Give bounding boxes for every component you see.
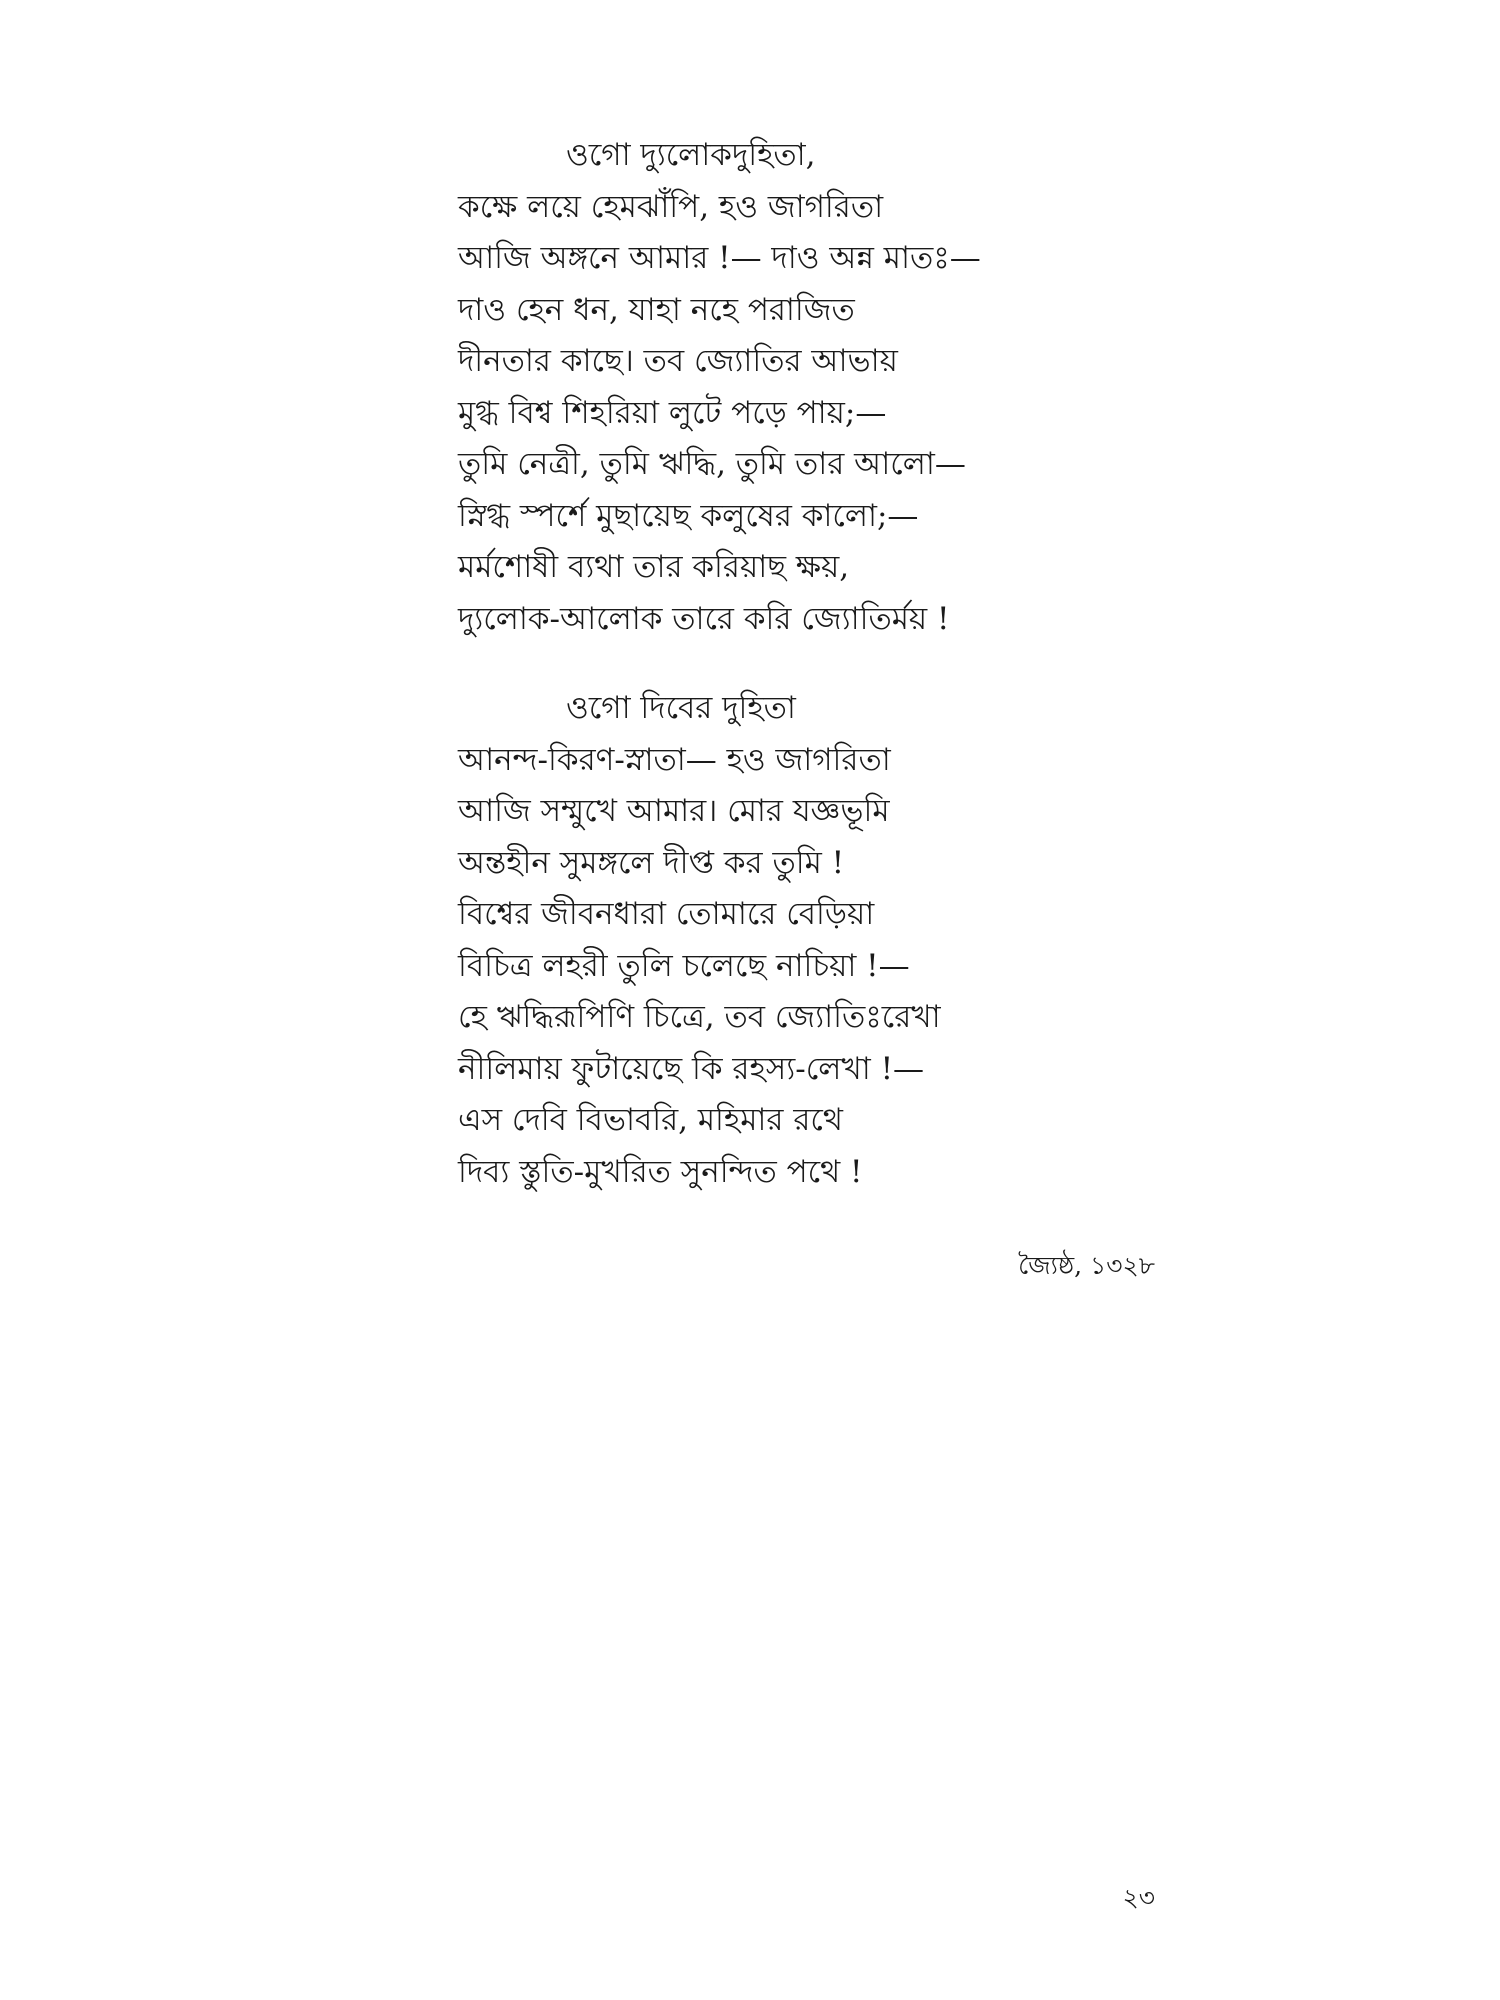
poem-line: স্নিগ্ধ স্পর্শে মুছায়েছ কলুষের কালো;— [458,497,919,534]
page-number: ২৩ [1122,1883,1155,1912]
poem-line: দাও হেন ধন, যাহা নহে পরাজিত [458,291,855,328]
poem-line: কক্ষে লয়ে হেমঝাঁপি, হও জাগরিতা [458,188,884,225]
poem-line: বিশ্বের জীবনধারা তোমারে বেড়িয়া [458,896,875,932]
poem-line: আজি সম্মুখে আমার। মোর যজ্ঞভূমি [458,793,890,829]
poem-stanza-1 [458,130,1218,645]
poem-line: দিব্য স্তুতি-মুখরিত সুনন্দিত পথে ! [458,1153,863,1190]
poem-line: বিচিত্র লহরী তুলি চলেছে নাচিয়া !— [458,947,910,984]
poem-line: আজি অঙ্গনে আমার !— দাও অন্ন মাতঃ— [458,240,981,276]
poem-line: অন্তহীন সুমঙ্গলে দীপ্ত কর তুমি ! [458,844,845,881]
poem-line: ওগো দিবের দুহিতা [566,690,796,726]
poem-line: ওগো দ্যুলোকদুহিতা, [566,137,816,173]
poem-line: আনন্দ-কিরণ-স্নাতা— হও জাগরিতা [458,741,891,778]
poem-line: হে ঋদ্ধিরূপিণি চিত্রে, তব জ্যোতিঃরেখা [458,999,941,1035]
poem-line: দ্যুলোক-আলোক তারে করি জ্যোতির্ময় ! [458,600,950,637]
poem-line: মর্মশোষী ব্যথা তার করিয়াছ ক্ষয়, [458,549,850,585]
poem-line: তুমি নেত্রী, তুমি ঋদ্ধি, তুমি তার আলো— [458,446,966,482]
poem-line: দীনতার কাছে। তব জ্যোতির আভায় [458,343,898,379]
poem-date: জ্যৈষ্ঠ, ১৩২৮ [1018,1251,1155,1280]
poem-line: মুগ্ধ বিশ্ব শিহরিয়া লুটে পড়ে পায়;— [458,394,887,431]
poem-line: এস দেবি বিভাবরি, মহিমার রথে [458,1102,843,1138]
poem-line: নীলিমায় ফুটায়েছে কি রহস্য-লেখা !— [458,1050,925,1087]
poem-stanza-2 [458,683,1218,1198]
